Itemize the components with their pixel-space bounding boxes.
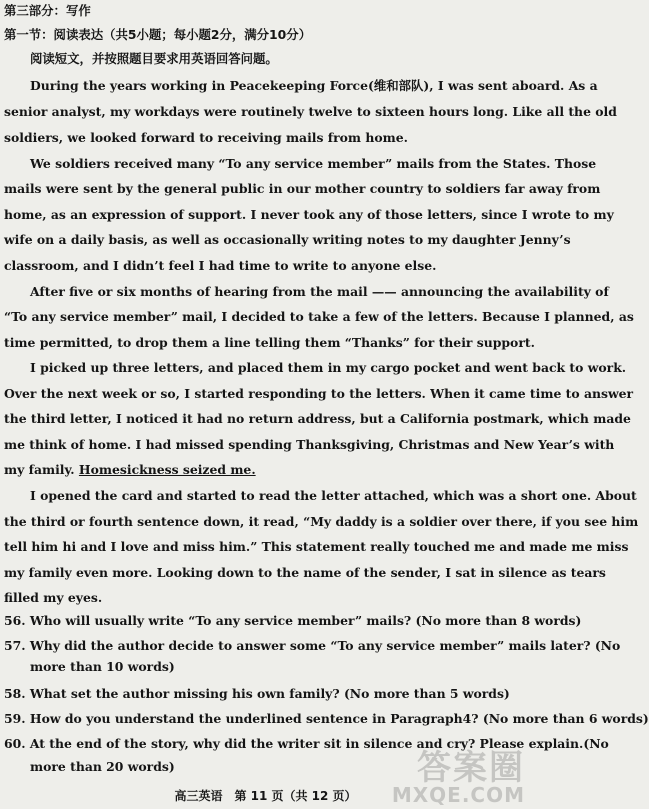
passage-line: my family even more. Looking down to the name of the sender, I sat in silence as tears xyxy=(4,565,606,580)
passage-line: home, as an expression of support. I never took any of those letters, since I wrote to my xyxy=(4,207,614,222)
question-57: 57. Why did the author decide to answer some “To any service member” mails later? (No xyxy=(4,638,621,653)
watermark-logo xyxy=(391,748,525,807)
passage-line: the third letter, I noticed it had no return address, but a California postmark, which made xyxy=(4,411,631,426)
section-title: 第三部分：写作 xyxy=(4,3,91,18)
subsection-title: 第一节：阅读表达（共5小题；每小题2分，满分10分） xyxy=(4,27,312,42)
underlined-sentence: Homesickness seized me. xyxy=(78,462,256,477)
question-60: 60. At the end of the story, why did the writer sit in silence and cry? Please explain.(No xyxy=(4,736,609,751)
passage-line: the third or fourth sentence down, it read, “My daddy is a soldier over there, if you see him xyxy=(4,514,639,529)
passage-line: Over the next week or so, I started responding to the letters. When it came time to answer xyxy=(4,386,634,401)
passage-line: time permitted, to drop them a line telling them “Thanks” for their support. xyxy=(4,335,535,350)
watermark-text-top: 答案圈 xyxy=(417,748,525,788)
question-56: 56. Who will usually write “To any service member” mails? (No more than 8 words) xyxy=(4,613,582,628)
watermark-text-bottom: MXQE.COM xyxy=(391,783,525,807)
passage-line: wife on a daily basis, as well as occasionally writing notes to my daughter Jenny’s xyxy=(4,232,571,247)
question-58: 58. What set the author missing his own family? (No more than 5 words) xyxy=(4,686,510,701)
passage-text: my family. xyxy=(4,462,79,477)
page-footer: 高三英语 第 11 页（共 12 页） xyxy=(174,789,357,803)
passage-line xyxy=(4,462,256,478)
instruction: 阅读短文，并按照题目要求用英语回答问题。 xyxy=(30,51,278,66)
passage-line: I picked up three letters, and placed them in my cargo pocket and went back to work. xyxy=(30,360,627,375)
passage-line: me think of home. I had missed spending Thanksgiving, Christmas and New Year’s with xyxy=(4,437,615,452)
passage-line: filled my eyes. xyxy=(4,590,103,605)
question-57-continued: more than 10 words) xyxy=(30,659,175,674)
passage-line: soldiers, we looked forward to receiving mails from home. xyxy=(4,130,408,145)
question-60-continued: more than 20 words) xyxy=(30,759,175,774)
passage-line: classroom, and I didn’t feel I had time to write to anyone else. xyxy=(4,258,437,273)
passage-line: During the years working in Peacekeeping Force(维和部队), I was sent aboard. As a xyxy=(30,78,598,93)
passage-line: tell him hi and I love and miss him.” This statement really touched me and made me miss xyxy=(4,539,629,554)
passage-line: After five or six months of hearing from the mail —— announcing the availability of xyxy=(30,284,609,299)
passage-line: “To any service member” mail, I decided to take a few of the letters. Because I planned, as xyxy=(4,309,634,324)
passage-line: I opened the card and started to read the letter attached, which was a short one. About xyxy=(30,488,637,503)
passage-line: senior analyst, my workdays were routinely twelve to sixteen hours long. Like all the old xyxy=(4,104,617,119)
passage-line: mails were sent by the general public in our mother country to soldiers far away from xyxy=(4,181,601,196)
question-59: 59. How do you understand the underlined sentence in Paragraph4? (No more than 6 words) xyxy=(4,711,649,726)
passage-line: We soldiers received many “To any service member” mails from the States. Those xyxy=(30,156,597,171)
